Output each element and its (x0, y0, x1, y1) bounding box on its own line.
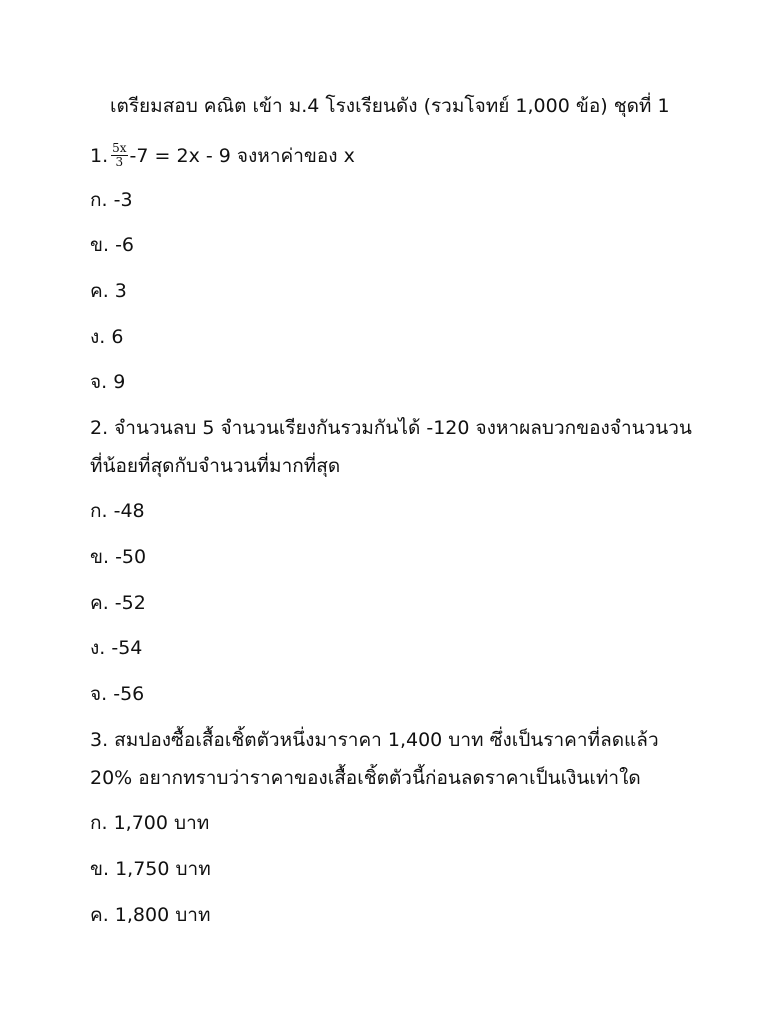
document-title: เตรียมสอบ คณิต เข้า ม.4 โรงเรียนดัง (รวมโจทย์ 1,000 ข้อ) ชุดที่ 1 (110, 95, 670, 117)
choice-3a: ก. 1,700 บาท (90, 812, 210, 834)
question-2-line-2: ที่น้อยที่สุดกับจำนวนที่มากที่สุด (90, 455, 341, 477)
choice-2a: ก. -48 (90, 500, 145, 522)
choice-1d: ง. 6 (90, 326, 124, 348)
choice-2e: จ. -56 (90, 683, 145, 705)
question-text: -7 = 2x - 9 จงหาค่าของ x (129, 145, 355, 167)
choice-3c: ค. 1,800 บาท (90, 904, 211, 926)
fraction-denominator: 3 (115, 155, 124, 169)
choice-1c: ค. 3 (90, 280, 127, 302)
choice-1e: จ. 9 (90, 371, 126, 393)
question-2-line-1: 2. จำนวนลบ 5 จำนวนเรียงกันรวมกันได้ -120 จงหาผลบวกของจำนวนวน (90, 417, 692, 439)
question-3-line-1: 3. สมปองซื้อเสื้อเชิ้ตตัวหนึ่งมาราคา 1,400 บาท ซึ่งเป็นราคาที่ลดแล้ว (90, 729, 659, 751)
question-3-line-2: 20% อยากทราบว่าราคาของเสื้อเชิ้ตตัวนี้ก่อนลดราคาเป็นเงินเท่าใด (90, 767, 641, 789)
choice-2b: ข. -50 (90, 546, 147, 568)
fraction (111, 142, 127, 169)
choice-2c: ค. -52 (90, 592, 146, 614)
choice-3b: ข. 1,750 บาท (90, 858, 211, 880)
choice-2d: ง. -54 (90, 637, 143, 659)
choice-1a: ก. -3 (90, 189, 133, 211)
fraction-numerator: 5x (112, 141, 127, 155)
choice-1b: ข. -6 (90, 234, 135, 256)
question-number: 1. (90, 145, 109, 167)
question-1 (90, 143, 355, 170)
